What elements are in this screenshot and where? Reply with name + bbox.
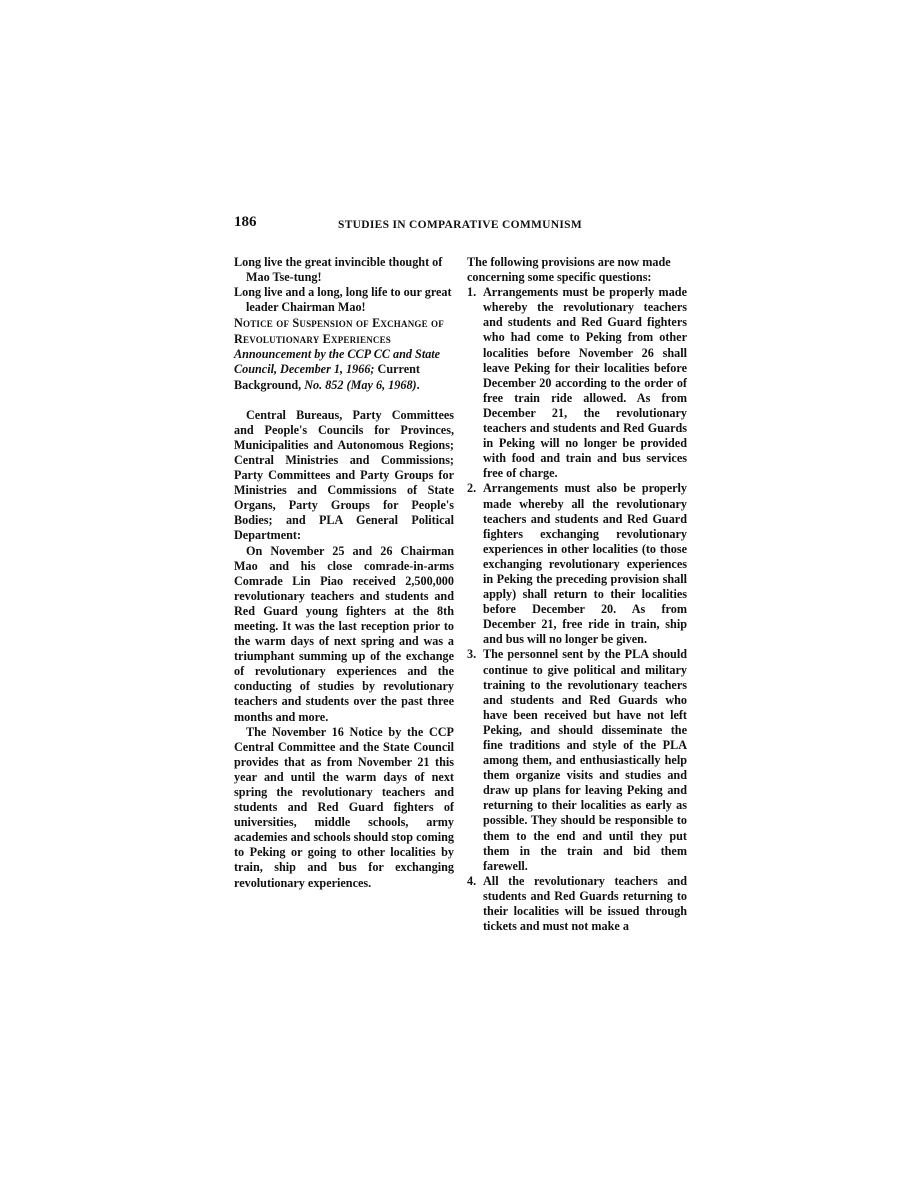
source-end: . xyxy=(416,377,420,392)
provision-text: Arrangements must also be properly made whereby all the revolutionary teachers and students and Red Guard fighters exchanging revolutionary experiences in other localities (to those exchanging revolutionary experiences in Peking the preceding provision shall apply) shall return to their localities before December 20. As from December 21, free ride in train, ship and bus will no longer be given. xyxy=(483,481,687,647)
body-paragraph-1: On November 25 and 26 Chairman Mao and his close comrade-in-arms Comrade Lin Piao received 2,500,000 revolutionary teachers and students and Red Guard young fighters at the 8th meeting. It was the last reception prior to the warm days of next spring and was a triumphant summing up of the exchange of revolutionary experiences and the conducting of studies by revolutionary teachers and students over the past three months and more. xyxy=(234,543,454,724)
notice-title: Notice of Suspension of Exchange of Revolutionary Experiences xyxy=(234,316,444,347)
left-column xyxy=(234,255,454,891)
provision-item xyxy=(467,285,687,481)
page-number: 186 xyxy=(234,214,257,230)
source-citation xyxy=(234,347,454,392)
source-current-background: Current Background, xyxy=(234,362,420,392)
body-paragraph-2: The November 16 Notice by the CCP Central Committee and the State Council provides that as from November 21 this year and until the warm days of next spring the revolutionary teachers and students and Red Guard fighters of universities, middle schools, army academies and schools should stop coming to Peking or going to other localities by train, ship and bus for exchanging revolutionary experiences. xyxy=(234,724,454,890)
salutation-paragraph: Central Bureaus, Party Committees and People's Councils for Provinces, Municipalities and Autonomous Regions; Central Ministries and Commissions; Party Committees and Party Groups for Ministries and Commissions of State Organs, Party Groups for People's Bodies; and PLA General Political Department: xyxy=(234,407,454,543)
provision-text: Arrangements must be properly made whereby the revolutionary teachers and students and Red Guard fighters who had come to Peking from other localities before November 26 shall leave Peking for their localities before December 20 according to the order of free train ride allowed. As from December 21, the revolutionary teachers and students and Red Guards in Peking will no longer be provided with food and train and bus services free of charge. xyxy=(483,285,687,481)
provision-number: 1. xyxy=(467,285,477,300)
slogan-1: Long live the great invincible thought of Mao Tse-tung! xyxy=(234,255,443,285)
right-column xyxy=(467,255,687,934)
provision-item xyxy=(467,647,687,873)
provision-text: The personnel sent by the PLA should continue to give political and military training to the revolutionary teachers and students and Red Guards who have been received but have not left Peking, and should disseminate the fine traditions and style of the PLA among them, and enthusiastically help them organize visits and studies and draw up plans for leaving Peking and returning to their localities as early as possible. They should be responsible to them to the end and until they put them in the train and bid them farewell. xyxy=(483,647,687,873)
slogan-2: Long live and a long, long life to our great leader Chairman Mao! xyxy=(234,285,452,315)
provision-item xyxy=(467,481,687,647)
source-issue: No. 852 (May 6, 1968) xyxy=(304,377,417,392)
provision-item xyxy=(467,874,687,934)
provision-number: 2. xyxy=(467,481,477,496)
running-head: STUDIES IN COMPARATIVE COMMUNISM xyxy=(338,219,582,231)
provisions-intro: The following provisions are now made concerning some specific questions: xyxy=(467,255,671,285)
provision-text: All the revolutionary teachers and students and Red Guards returning to their localities will be issued through tickets and must not make a xyxy=(483,873,687,934)
slogan-group xyxy=(234,255,454,315)
provision-number: 3. xyxy=(467,647,477,662)
source-announcement: Announcement by the CCP CC and State Council, December 1, 1966; xyxy=(234,347,441,377)
provision-number: 4. xyxy=(467,873,477,888)
